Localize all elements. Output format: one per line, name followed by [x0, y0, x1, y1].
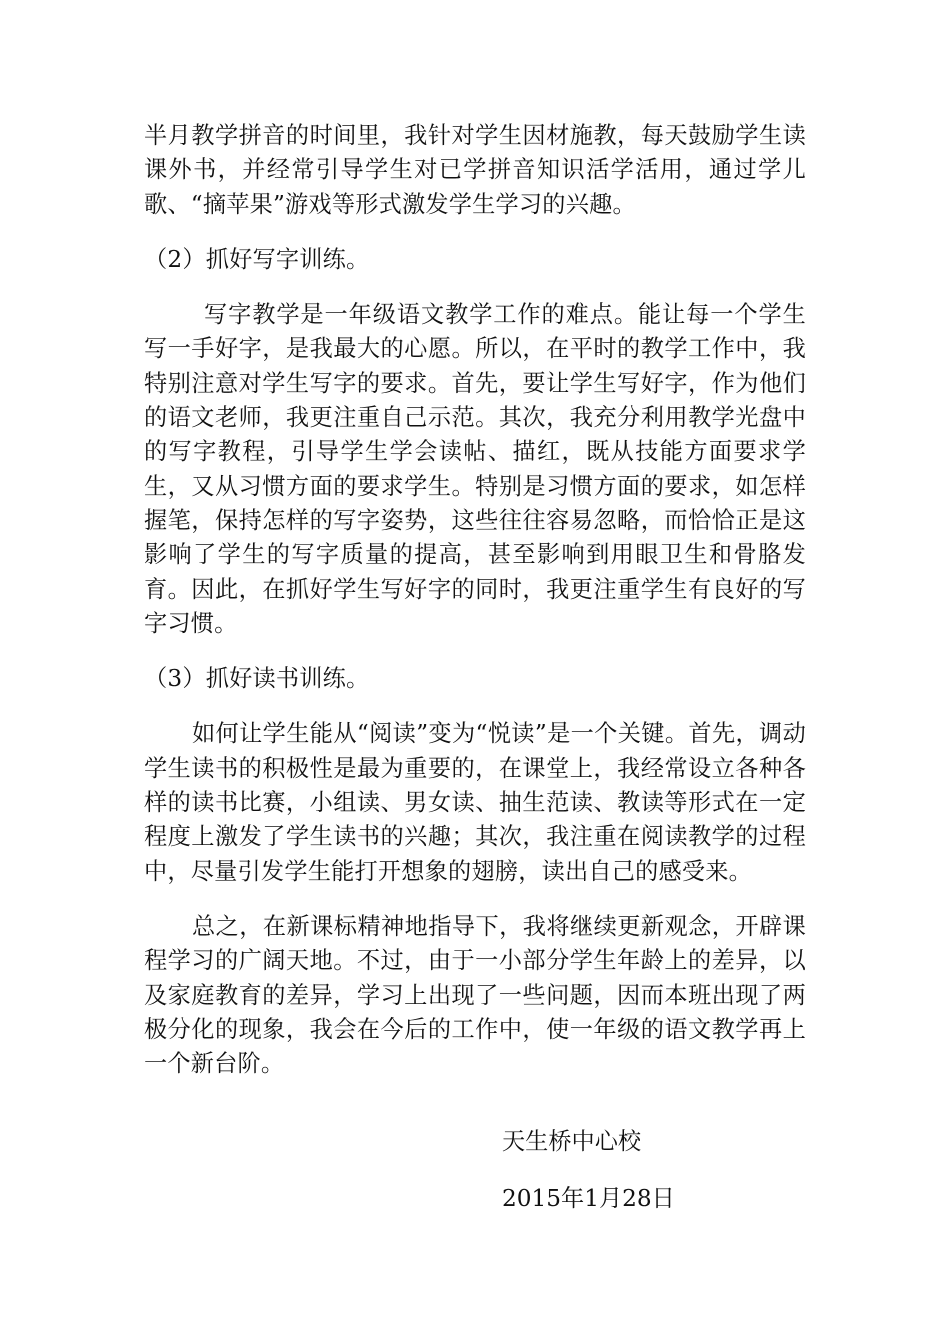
section-2-paragraph: 写字教学是一年级语文教学工作的难点。能让每一个学生写一手好字，是我最大的心愿。所以，在平时的教学工作中，我特别注意对学生写字的要求。首先，要让学生写好字，作为他们的语文老师，我更注重自己示范。其次，我充分利用教学光盘中的写字教程，引导学生学会读帖、描红，既从技能方面要求学生，又从习惯方面的要求学生。特别是习惯方面的要求，如怎样握笔，保持怎样的写字姿势，这些往往容易忽略，而恰恰正是这影响了学生的写字质量的提高，甚至影响到用眼卫生和骨胳发育。因此，在抓好学生写好字的同时，我更注重学生有良好的写字习惯。 — [144, 301, 806, 637]
section-3-heading: （3）抓好读书训练。 — [144, 665, 370, 693]
document-body — [144, 119, 806, 1081]
conclusion-paragraph: 总之，在新课标精神地指导下，我将继续更新观念，开辟课程学习的广阔天地。不过，由于一小部分学生年龄上的差异，以及家庭教育的差异，学习上出现了一些问题，因而本班出现了两极分化的现象，我会在今后的工作中，使一年级的语文教学再上一个新台阶。 — [144, 912, 806, 1078]
document-date: 2015年1月28日 — [502, 1185, 675, 1212]
school-name: 天生桥中心校 — [502, 1128, 642, 1155]
section-2-heading: （2）抓好写字训练。 — [144, 245, 370, 273]
section-3-paragraph: 如何让学生能从“阅读”变为“悦读”是一个关键。首先，调动学生读书的积极性是最为重要的，在课堂上，我经常设立各种各样的读书比赛，小组读、男女读、抽生范读、教读等形式在一定程度上激发了学生读书的兴趣；其次，我注重在阅读教学的过程中，尽量引发学生能打开想象的翅膀，读出自己的感受来。 — [144, 720, 806, 885]
intro-paragraph: 半月教学拼音的时间里，我针对学生因材施教，每天鼓励学生读课外书，并经常引导学生对已学拼音知识活学活用，通过学儿歌、“摘苹果”游戏等形式激发学生学习的兴趣。 — [144, 122, 806, 218]
